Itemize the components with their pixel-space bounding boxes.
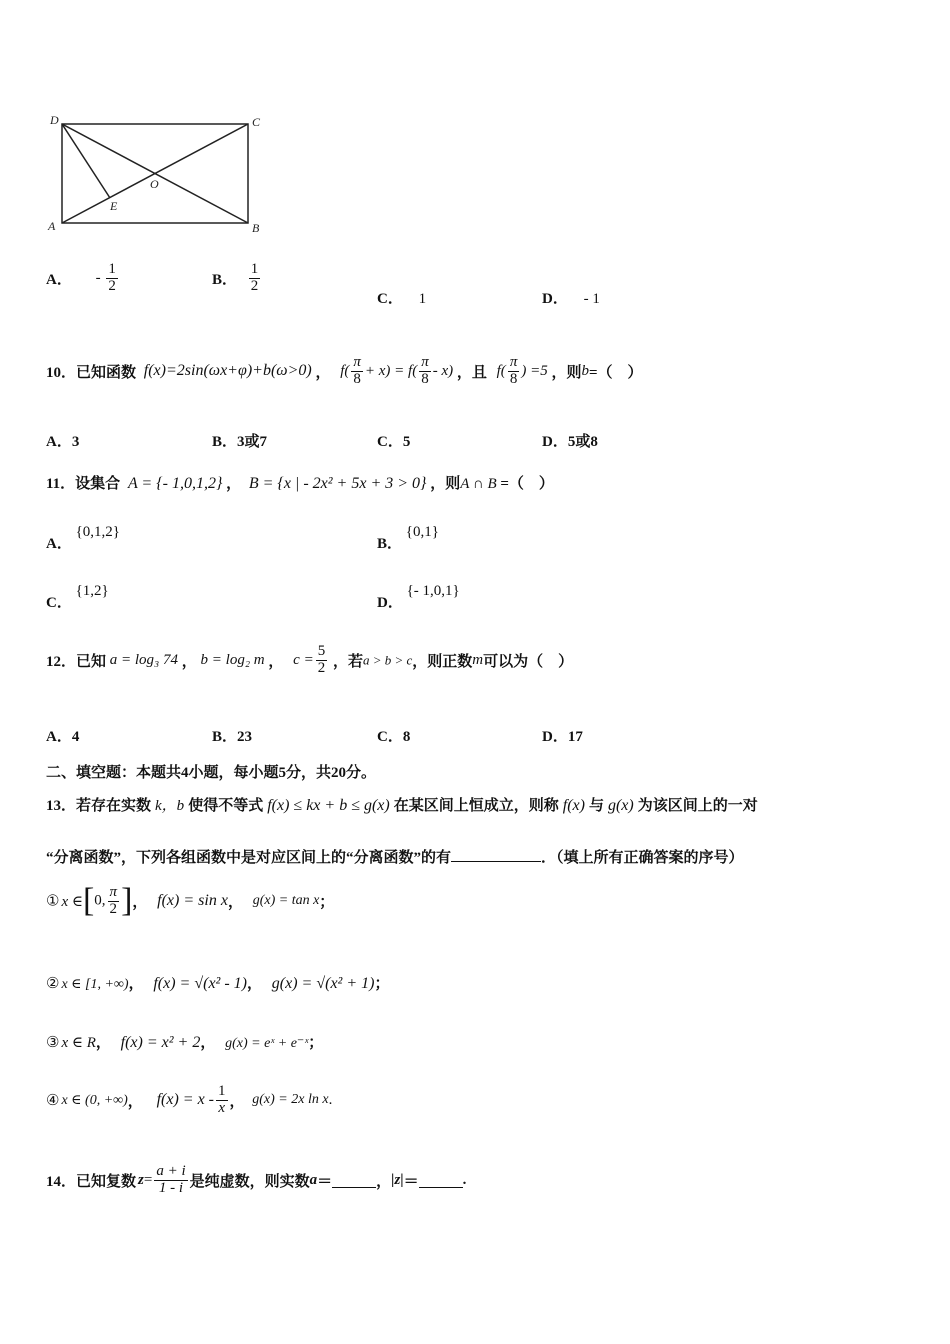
math-ineq: a > b > c	[362, 652, 413, 668]
punct: ；	[308, 1035, 324, 1051]
question-text: 可以为（ ）	[483, 653, 574, 670]
punct: ，	[127, 1093, 143, 1110]
math-gx: g(x)	[607, 797, 634, 814]
q11-option-a	[46, 524, 120, 553]
punct: .	[328, 1091, 333, 1108]
q10-option-d: D．5或8	[542, 434, 598, 450]
math-var: b	[581, 362, 589, 379]
question-10	[46, 355, 643, 388]
q12-option-a: A．4	[46, 729, 80, 745]
math-expr-a: a = log₃ 74	[109, 651, 179, 668]
q11-option-c	[46, 583, 109, 612]
question-13-line2	[46, 846, 744, 867]
question-text: ，则	[551, 364, 582, 381]
label-o: O	[150, 177, 159, 191]
question-text: 是纯虚数，则实数	[189, 1173, 310, 1190]
math-text: 0,	[94, 892, 106, 909]
punct: ，	[128, 976, 144, 992]
punct: ，	[200, 1035, 216, 1051]
punct: ；	[319, 894, 335, 911]
label-d: D	[50, 113, 59, 127]
question-stem: 10．已知函数	[46, 364, 137, 381]
q13-item-4	[46, 1084, 332, 1117]
q13-item-1	[46, 882, 334, 920]
option-value: {1,2}	[75, 583, 109, 599]
option-letter: D．	[377, 595, 403, 611]
math-text: f(	[496, 362, 506, 379]
item-number: ④	[46, 1092, 60, 1109]
math-var: z	[138, 1171, 144, 1188]
question-text: ．（填上所有正确答案的序号）	[541, 850, 744, 866]
fraction-pi-2: $\frac{\pi}{2}$	[109, 883, 118, 917]
answer-blank-a[interactable]	[332, 1173, 376, 1188]
label-a: A	[48, 219, 56, 233]
math-fx: f(x)	[562, 797, 585, 814]
punct: ，	[226, 476, 242, 492]
q13-item-2	[46, 972, 389, 993]
q12-option-c: C．8	[377, 729, 411, 745]
math-domain: x ∈	[61, 893, 83, 910]
math-text: - x)	[432, 362, 454, 379]
math-eq: =	[143, 1171, 153, 1188]
fraction-complex: $\frac{a + i}{1 - i}$	[156, 1163, 186, 1196]
math-f: f(x) = √(x² - 1)	[153, 975, 248, 992]
question-text: 使得不等式	[188, 798, 264, 814]
label-e: E	[110, 199, 118, 213]
math-text: f(	[340, 362, 350, 379]
punct: .	[462, 1171, 467, 1188]
option-letter: C．	[46, 595, 72, 611]
item-number: ③	[46, 1035, 60, 1051]
math-expr-b: b = log₂ m	[200, 651, 265, 668]
question-text: 在某区间上恒成立，则称	[393, 798, 559, 814]
math-var: m	[472, 651, 484, 668]
math-domain: x ∈ R	[61, 1035, 96, 1051]
label-b: B	[252, 221, 260, 235]
punct: ，	[315, 364, 331, 381]
fraction-5-2: $\frac{5}{2}$	[317, 643, 326, 676]
math-text: + x) = f(	[364, 362, 418, 379]
question-text: ，则	[430, 476, 461, 492]
q11-option-d	[377, 583, 460, 612]
question-11	[46, 472, 554, 493]
q10-option-c: C．5	[377, 434, 411, 450]
bracket-right: ]	[121, 882, 133, 919]
set-a: A = {- 1,0,1,2}	[127, 475, 223, 492]
math-f: f(x) = x -	[156, 1091, 214, 1109]
math-f: f(x) = sin x	[157, 892, 228, 909]
label-c: C	[252, 115, 261, 129]
question-text: ，若	[332, 653, 363, 670]
section-heading: 二、填空题：本题共4小题，每小题5分，共20分。	[46, 765, 377, 781]
answer-blank[interactable]	[451, 847, 541, 862]
punct: ，	[247, 976, 263, 992]
math-g: g(x) = eˣ + e⁻ˣ	[225, 1036, 309, 1051]
punct: ，	[268, 653, 284, 670]
segment-de	[62, 124, 110, 198]
math-g: g(x) = √(x² + 1)	[271, 975, 375, 992]
answer-blank-abs-z[interactable]	[419, 1173, 463, 1188]
math-expr: A ∩ B	[460, 476, 497, 492]
question-text: 为该区间上的一对	[637, 798, 758, 814]
question-text: “分离函数”，下列各组函数中是对应区间上的“分离函数”的有	[46, 850, 452, 866]
set-b: B = {x | - 2x² + 5x + 3 > 0}	[248, 475, 427, 492]
question-13-line1	[46, 794, 758, 815]
question-text: =（ ）	[496, 476, 554, 492]
punct: ，	[95, 1035, 111, 1051]
q9-option-a	[46, 262, 120, 295]
math-vars: k，b	[155, 798, 185, 814]
item-number: ②	[46, 976, 60, 992]
math-g: g(x) = tan x	[252, 893, 320, 908]
math-function: f(x)=2sin(ωx+φ)+b(ω>0)	[143, 362, 312, 380]
math-text: ) =5	[521, 362, 548, 379]
punct: ，	[181, 653, 197, 670]
math-eq: ＝	[317, 1173, 333, 1190]
punct: ，	[376, 1173, 392, 1190]
q9-option-c	[377, 287, 426, 308]
punct: ，	[227, 894, 243, 911]
math-ineq: f(x) ≤ kx + b ≤ g(x)	[267, 797, 390, 814]
q10-option-b: B．3或7	[212, 434, 268, 450]
option-letter: D．	[542, 291, 568, 307]
rectangle-figure	[44, 108, 274, 238]
fraction: $\frac{1}{2}$	[108, 261, 116, 294]
q9-option-d	[542, 287, 600, 308]
q12-option-b: B．23	[212, 729, 253, 745]
question-text: 与	[588, 798, 604, 814]
math-domain: x ∈ (0, +∞)	[61, 1092, 128, 1108]
q9-option-b	[212, 262, 262, 295]
option-letter: B．	[212, 271, 238, 288]
option-letter: A．	[46, 271, 72, 288]
q11-option-b	[377, 524, 439, 553]
punct: ，且	[456, 364, 487, 381]
option-value: - 1	[583, 291, 600, 307]
question-stem: 11．设集合	[46, 476, 121, 492]
question-stem: 14．已知复数	[46, 1173, 137, 1190]
minus-sign: -	[95, 269, 101, 286]
math-abs-z: |z|	[391, 1171, 404, 1188]
option-value: {0,1}	[405, 524, 439, 540]
punct: ，	[229, 1093, 245, 1110]
question-text: =（ ）	[588, 364, 643, 381]
math-var: a	[309, 1171, 318, 1188]
math-g: g(x) = 2x ln x	[252, 1092, 329, 1108]
question-text: ，则正数	[412, 653, 473, 670]
option-value: {- 1,0,1}	[406, 583, 460, 599]
math-domain: x ∈ [1, +∞)	[61, 977, 129, 992]
fraction-pi-8: $\frac{\pi}{8}$	[421, 354, 429, 387]
math-f: f(x) = x² + 2	[120, 1034, 201, 1051]
option-value: 1	[418, 291, 427, 307]
q10-option-a: A．3	[46, 434, 80, 450]
fraction-pi-8: $\frac{\pi}{8}$	[353, 354, 361, 387]
fraction: $\frac{1}{2}$	[250, 261, 259, 294]
question-stem: 12．已知	[46, 653, 107, 670]
fraction-pi-8: $\frac{\pi}{8}$	[509, 354, 518, 387]
fraction-1-x: $\frac{1}{x}$	[218, 1083, 226, 1116]
q12-option-d: D．17	[542, 729, 583, 745]
q13-item-3	[46, 1031, 323, 1052]
math-expr-c: c =	[293, 651, 314, 668]
bracket-left: [	[82, 882, 95, 919]
question-12	[46, 644, 573, 677]
option-letter: B．	[377, 536, 403, 552]
option-value: {0,1,2}	[75, 524, 120, 540]
question-14	[46, 1164, 466, 1197]
option-letter: C．	[377, 291, 403, 307]
question-stem: 13．若存在实数	[46, 798, 152, 814]
math-eq: ＝	[403, 1173, 419, 1190]
item-number: ①	[46, 893, 60, 910]
punct: ；	[374, 976, 390, 992]
option-letter: A．	[46, 536, 72, 552]
punct: ，	[132, 894, 148, 911]
